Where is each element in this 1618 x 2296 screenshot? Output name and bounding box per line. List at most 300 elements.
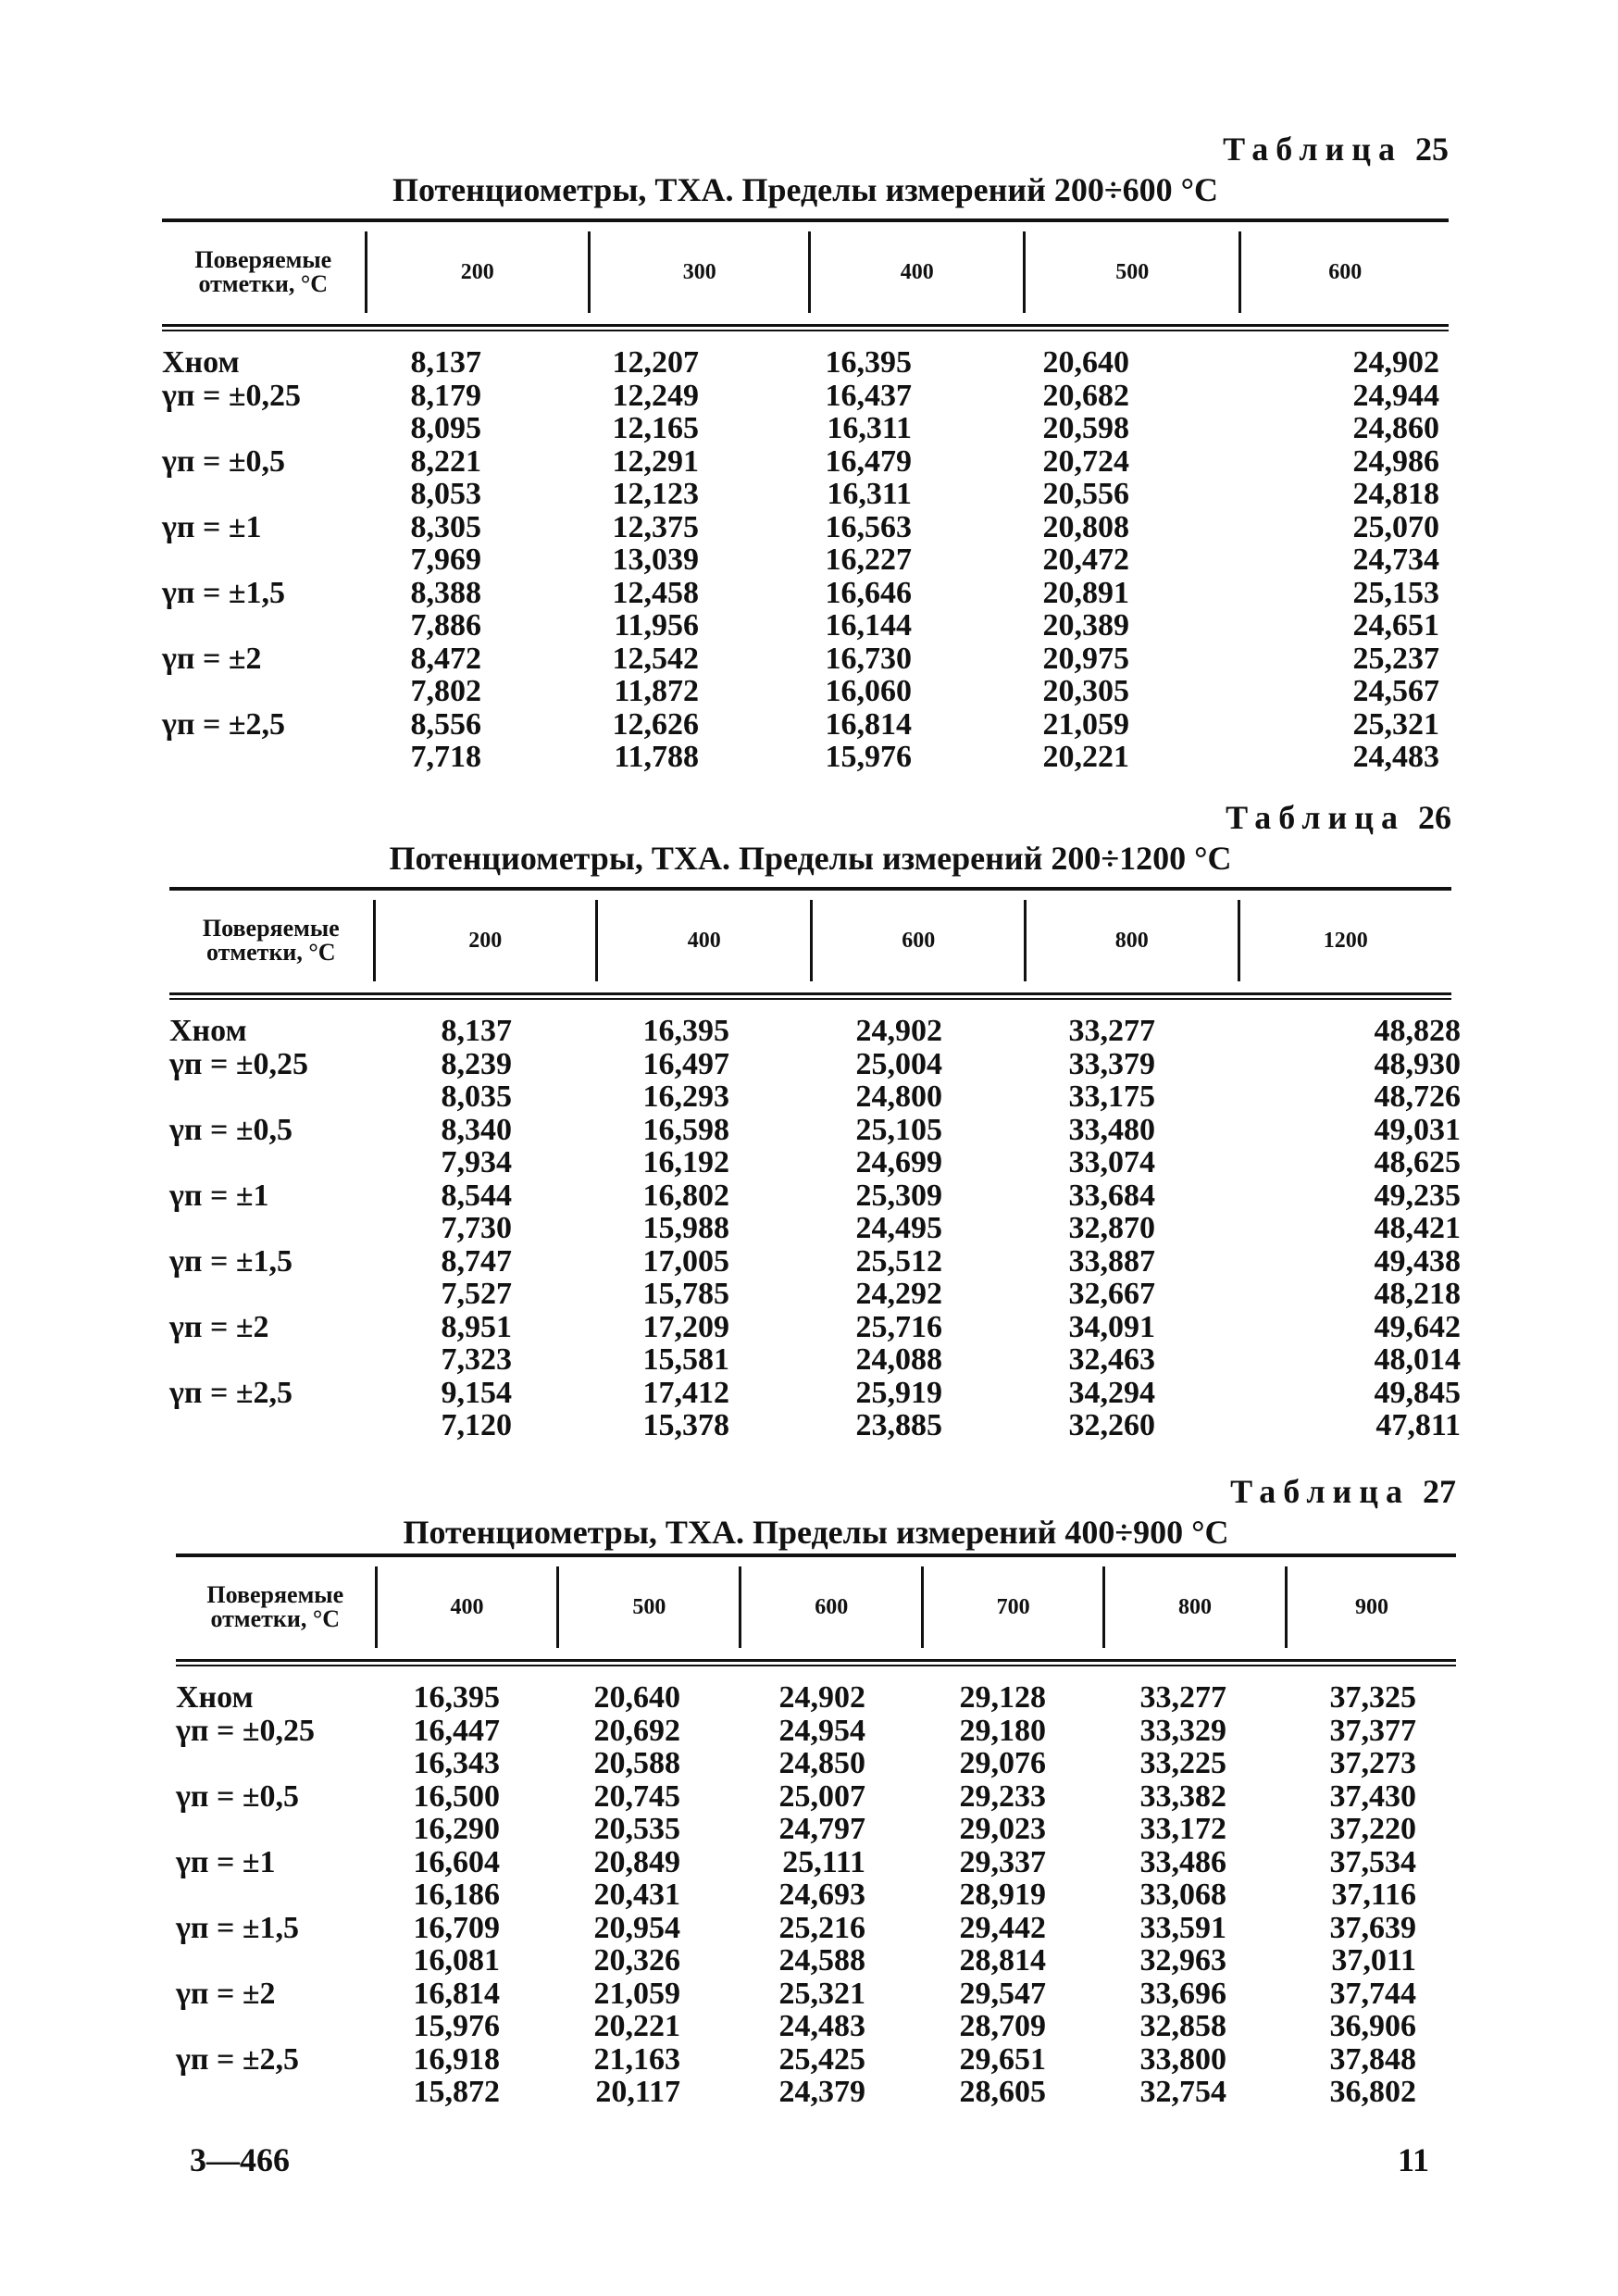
cell-value: 16,395 — [825, 345, 912, 380]
cell-value: 32,870 — [1068, 1211, 1155, 1245]
table-row — [162, 478, 1449, 511]
cell-value: 16,814 — [825, 706, 912, 742]
row-label: γп = ±2,5 — [176, 2041, 300, 2077]
cell-value: 36,802 — [1329, 2075, 1416, 2109]
row-label: γп = ±1 — [169, 1178, 269, 1213]
table-row — [162, 445, 1449, 479]
cell-value: 17,209 — [642, 1309, 729, 1344]
cell-value: 12,458 — [612, 575, 699, 610]
cell-value: 7,730 — [441, 1211, 512, 1245]
table-body — [162, 346, 1449, 774]
header-label-line: отметки, °С — [198, 270, 329, 297]
cell-value: 8,095 — [410, 411, 481, 445]
cell-value: 20,588 — [593, 1746, 680, 1780]
cell-value: 16,395 — [642, 1014, 729, 1048]
row-label: γп = ±0,25 — [176, 1713, 316, 1748]
cell-value: 33,480 — [1068, 1112, 1155, 1147]
cell-value: 16,343 — [413, 1746, 500, 1780]
cell-value: 20,640 — [1042, 345, 1129, 380]
cell-value: 7,934 — [441, 1145, 512, 1179]
cell-value: 36,906 — [1329, 2009, 1416, 2043]
cell-value: 29,547 — [959, 1976, 1046, 2011]
cell-value: 20,535 — [593, 1812, 680, 1846]
cell-value: 16,604 — [413, 1844, 500, 1879]
header-label — [162, 248, 365, 296]
cell-value: 28,919 — [959, 1878, 1046, 1912]
table-row — [162, 412, 1449, 445]
cell-value: 49,642 — [1374, 1309, 1461, 1344]
table-header — [176, 1554, 1456, 1657]
cell-value: 25,512 — [855, 1243, 942, 1279]
cell-value: 16,290 — [413, 1812, 500, 1846]
cell-value: 20,682 — [1042, 378, 1129, 413]
row-label: γп = ±2,5 — [169, 1375, 293, 1410]
cell-value: 25,716 — [855, 1309, 942, 1344]
table-row — [176, 1813, 1456, 1846]
cell-value: 33,486 — [1139, 1844, 1226, 1879]
cell-value: 24,818 — [1352, 477, 1439, 511]
cell-value: 25,321 — [778, 1976, 865, 2011]
cell-value: 33,225 — [1139, 1746, 1226, 1780]
cell-value: 15,785 — [642, 1277, 729, 1311]
cell-value: 24,734 — [1352, 543, 1439, 577]
cell-value: 20,975 — [1042, 641, 1129, 676]
table-row — [169, 1375, 1461, 1410]
table-header — [162, 218, 1449, 322]
table-row — [162, 511, 1449, 544]
table-row — [162, 577, 1449, 610]
cell-value: 25,309 — [855, 1178, 942, 1213]
cell-value: 48,218 — [1374, 1277, 1461, 1311]
cell-value: 15,872 — [413, 2075, 500, 2109]
row-label: γп = ±0,5 — [176, 1778, 300, 1814]
column-header: 200 — [365, 231, 588, 313]
cell-value: 16,311 — [827, 411, 912, 445]
cell-value: 16,918 — [413, 2041, 500, 2077]
cell-value: 29,337 — [959, 1844, 1046, 1879]
table-row — [176, 1978, 1456, 2011]
row-label: γп = ±0,5 — [169, 1112, 293, 1147]
cell-value: 16,144 — [825, 608, 912, 643]
cell-value: 15,378 — [642, 1408, 729, 1442]
cell-value: 8,388 — [410, 575, 481, 610]
cell-value: 20,117 — [595, 2075, 680, 2109]
table-row — [162, 643, 1449, 676]
cell-value: 34,091 — [1068, 1309, 1155, 1344]
cell-value: 24,483 — [1352, 740, 1439, 774]
row-label: γп = ±1,5 — [176, 1910, 300, 1945]
cell-value: 37,011 — [1331, 1943, 1416, 1978]
cell-value: 25,237 — [1352, 641, 1439, 676]
cell-value: 12,207 — [612, 345, 699, 380]
cell-value: 24,567 — [1352, 674, 1439, 708]
cell-value: 48,014 — [1374, 1342, 1461, 1377]
table-row — [169, 1243, 1461, 1279]
cell-value: 15,988 — [642, 1211, 729, 1245]
cell-value: 16,081 — [413, 1943, 500, 1978]
table-number: Таблица 25 — [1223, 131, 1449, 168]
cell-value: 20,724 — [1042, 443, 1129, 479]
cell-value: 33,379 — [1068, 1046, 1155, 1081]
table-header — [169, 887, 1451, 991]
cell-value: 20,640 — [593, 1680, 680, 1715]
row-label: γп = ±2 — [162, 641, 262, 676]
row-label: γп = ±2 — [176, 1976, 276, 2011]
table-row — [176, 1780, 1456, 1814]
cell-value: 20,305 — [1042, 674, 1129, 708]
header-label-line: отметки, °С — [210, 1605, 341, 1632]
cell-value: 37,220 — [1329, 1812, 1416, 1846]
header-label — [176, 1583, 375, 1631]
cell-value: 24,902 — [855, 1014, 942, 1048]
cell-value: 16,437 — [825, 378, 912, 413]
cell-value: 20,431 — [593, 1878, 680, 1912]
table-26 — [169, 798, 1461, 1460]
cell-value: 16,709 — [413, 1910, 500, 1945]
row-label: γп = ±0,5 — [162, 443, 286, 479]
cell-value: 16,227 — [825, 543, 912, 577]
cell-value: 29,180 — [959, 1713, 1046, 1748]
column-header: 1200 — [1238, 900, 1452, 981]
row-label: Xном — [169, 1014, 247, 1048]
cell-value: 20,692 — [593, 1713, 680, 1748]
table-row — [162, 543, 1449, 577]
table-row — [162, 708, 1449, 742]
cell-value: 25,070 — [1352, 509, 1439, 544]
column-header: 500 — [556, 1566, 739, 1648]
cell-value: 7,527 — [441, 1277, 512, 1311]
cell-value: 24,699 — [855, 1145, 942, 1179]
table-row — [176, 1878, 1456, 1912]
cell-value: 32,260 — [1068, 1408, 1155, 1442]
cell-value: 8,179 — [410, 378, 481, 413]
table-27 — [176, 1472, 1456, 2139]
cell-value: 8,053 — [410, 477, 481, 511]
column-header: 600 — [810, 900, 1024, 981]
cell-value: 32,463 — [1068, 1342, 1155, 1377]
column-header: 200 — [373, 900, 595, 981]
cell-value: 25,111 — [782, 1844, 865, 1879]
cell-value: 33,800 — [1139, 2041, 1226, 2077]
table-row — [169, 1178, 1461, 1213]
table-row — [169, 1309, 1461, 1344]
cell-value: 21,059 — [1042, 706, 1129, 742]
table-row — [176, 1944, 1456, 1978]
column-header: 900 — [1285, 1566, 1456, 1648]
table-row — [169, 1046, 1461, 1081]
table-row — [176, 1715, 1456, 1748]
table-row — [176, 1846, 1456, 1879]
cell-value: 29,233 — [959, 1778, 1046, 1814]
page-number: 11 — [1398, 2141, 1430, 2178]
cell-value: 49,845 — [1374, 1375, 1461, 1410]
row-label: γп = ±1,5 — [162, 575, 286, 610]
cell-value: 7,886 — [410, 608, 481, 643]
table-row — [162, 741, 1449, 774]
column-header: 400 — [375, 1566, 557, 1648]
row-label: γп = ±1,5 — [169, 1243, 293, 1279]
cell-value: 15,976 — [825, 740, 912, 774]
cell-value: 7,969 — [410, 543, 481, 577]
row-label: γп = ±0,25 — [169, 1046, 309, 1081]
cell-value: 8,544 — [441, 1178, 512, 1213]
cell-value: 48,726 — [1374, 1079, 1461, 1114]
cell-value: 33,696 — [1139, 1976, 1226, 2011]
table-row — [162, 609, 1449, 643]
table-body — [169, 1014, 1461, 1442]
cell-value: 37,116 — [1331, 1878, 1416, 1912]
cell-value: 20,389 — [1042, 608, 1129, 643]
table-row — [176, 1681, 1456, 1715]
header-label — [169, 917, 373, 965]
cell-value: 32,963 — [1139, 1943, 1226, 1978]
table-row — [169, 1277, 1461, 1311]
cell-value: 8,221 — [410, 443, 481, 479]
table-row — [176, 1912, 1456, 1945]
cell-value: 29,076 — [959, 1746, 1046, 1780]
table-row — [162, 675, 1449, 708]
cell-value: 29,442 — [959, 1910, 1046, 1945]
cell-value: 24,860 — [1352, 411, 1439, 445]
cell-value: 49,235 — [1374, 1178, 1461, 1213]
cell-value: 20,745 — [593, 1778, 680, 1814]
cell-value: 8,951 — [441, 1309, 512, 1344]
cell-value: 20,326 — [593, 1943, 680, 1978]
cell-value: 48,828 — [1374, 1014, 1461, 1048]
cell-value: 48,625 — [1374, 1145, 1461, 1179]
table-number: Таблица 27 — [1230, 1473, 1456, 1510]
cell-value: 16,479 — [825, 443, 912, 479]
column-header: 800 — [1102, 1566, 1285, 1648]
cell-value: 8,137 — [441, 1014, 512, 1048]
cell-value: 25,216 — [778, 1910, 865, 1945]
table-row — [169, 1079, 1461, 1114]
cell-value: 8,556 — [410, 706, 481, 742]
cell-value: 25,004 — [855, 1046, 942, 1081]
cell-value: 7,802 — [410, 674, 481, 708]
cell-value: 16,311 — [827, 477, 912, 511]
table-body — [176, 1681, 1456, 2109]
cell-value: 24,483 — [778, 2009, 865, 2043]
cell-value: 20,954 — [593, 1910, 680, 1945]
cell-value: 37,534 — [1329, 1844, 1416, 1879]
cell-value: 25,007 — [778, 1778, 865, 1814]
table-row — [176, 2076, 1456, 2109]
table-row — [176, 1747, 1456, 1780]
cell-value: 32,858 — [1139, 2009, 1226, 2043]
cell-value: 24,588 — [778, 1943, 865, 1978]
cell-value: 16,598 — [642, 1112, 729, 1147]
cell-value: 24,292 — [855, 1277, 942, 1311]
cell-value: 24,797 — [778, 1812, 865, 1846]
cell-value: 17,412 — [642, 1375, 729, 1410]
table-row — [169, 1211, 1461, 1245]
cell-value: 33,074 — [1068, 1145, 1155, 1179]
cell-value: 24,944 — [1352, 378, 1439, 413]
table-25 — [162, 130, 1449, 792]
cell-value: 25,321 — [1352, 706, 1439, 742]
cell-value: 25,105 — [855, 1112, 942, 1147]
cell-value: 24,693 — [778, 1878, 865, 1912]
cell-value: 12,542 — [612, 641, 699, 676]
table-row — [162, 346, 1449, 380]
cell-value: 24,902 — [778, 1680, 865, 1715]
cell-value: 48,421 — [1374, 1211, 1461, 1245]
cell-value: 16,186 — [413, 1878, 500, 1912]
cell-value: 20,221 — [593, 2009, 680, 2043]
table-row — [176, 2010, 1456, 2043]
cell-value: 8,035 — [441, 1079, 512, 1114]
cell-value: 12,375 — [612, 509, 699, 544]
cell-value: 37,377 — [1329, 1713, 1416, 1748]
cell-value: 12,291 — [612, 443, 699, 479]
cell-value: 28,814 — [959, 1943, 1046, 1978]
cell-value: 29,651 — [959, 2041, 1046, 2077]
column-header: 400 — [808, 231, 1023, 313]
cell-value: 15,581 — [642, 1342, 729, 1377]
row-label: γп = ±1 — [162, 509, 262, 544]
row-label: Xном — [176, 1680, 254, 1715]
cell-value: 24,850 — [778, 1746, 865, 1780]
row-label: γп = ±1 — [176, 1844, 276, 1879]
cell-value: 33,329 — [1139, 1713, 1226, 1748]
table-row — [169, 1112, 1461, 1147]
cell-value: 33,068 — [1139, 1878, 1226, 1912]
cell-value: 24,902 — [1352, 345, 1439, 380]
cell-value: 20,849 — [593, 1844, 680, 1879]
cell-value: 24,495 — [855, 1211, 942, 1245]
cell-value: 32,754 — [1139, 2075, 1226, 2109]
cell-value: 33,591 — [1139, 1910, 1226, 1945]
cell-value: 16,447 — [413, 1713, 500, 1748]
row-label: γп = ±0,25 — [162, 378, 302, 413]
cell-value: 37,273 — [1329, 1746, 1416, 1780]
cell-value: 16,802 — [642, 1178, 729, 1213]
cell-value: 8,137 — [410, 345, 481, 380]
cell-value: 7,718 — [410, 740, 481, 774]
table-title: Потенциометры, ТХА. Пределы измерений 200÷1200 °С — [389, 840, 1232, 877]
cell-value: 13,039 — [612, 543, 699, 577]
cell-value: 37,639 — [1329, 1910, 1416, 1945]
cell-value: 20,472 — [1042, 543, 1129, 577]
cell-value: 8,340 — [441, 1112, 512, 1147]
cell-value: 21,059 — [593, 1976, 680, 2011]
cell-value: 33,172 — [1139, 1812, 1226, 1846]
cell-value: 12,626 — [612, 706, 699, 742]
table-row — [169, 1145, 1461, 1179]
cell-value: 8,472 — [410, 641, 481, 676]
cell-value: 33,277 — [1139, 1680, 1226, 1715]
cell-value: 20,221 — [1042, 740, 1129, 774]
cell-value: 12,249 — [612, 378, 699, 413]
cell-value: 12,123 — [612, 477, 699, 511]
table-row — [169, 1014, 1461, 1048]
cell-value: 24,954 — [778, 1713, 865, 1748]
cell-value: 8,305 — [410, 509, 481, 544]
row-label: γп = ±2,5 — [162, 706, 286, 742]
cell-value: 37,744 — [1329, 1976, 1416, 2011]
table-number: Таблица 26 — [1226, 799, 1451, 836]
cell-value: 8,747 — [441, 1243, 512, 1279]
cell-value: 12,165 — [612, 411, 699, 445]
cell-value: 49,438 — [1374, 1243, 1461, 1279]
header-label-line: Поверяемые — [194, 246, 332, 273]
table-row — [162, 380, 1449, 413]
cell-value: 29,023 — [959, 1812, 1046, 1846]
cell-value: 33,684 — [1068, 1178, 1155, 1213]
cell-value: 33,175 — [1068, 1079, 1155, 1114]
cell-value: 33,382 — [1139, 1778, 1226, 1814]
cell-value: 25,919 — [855, 1375, 942, 1410]
header-label-line: Поверяемые — [202, 915, 340, 942]
cell-value: 33,277 — [1068, 1014, 1155, 1048]
cell-value: 16,500 — [413, 1778, 500, 1814]
cell-value: 15,976 — [413, 2009, 500, 2043]
table-row — [176, 2043, 1456, 2077]
cell-value: 16,060 — [825, 674, 912, 708]
cell-value: 24,986 — [1352, 443, 1439, 479]
cell-value: 24,088 — [855, 1342, 942, 1377]
cell-value: 37,848 — [1329, 2041, 1416, 2077]
table-title: Потенциометры, ТХА. Пределы измерений 400÷900 °С — [403, 1514, 1229, 1551]
cell-value: 23,885 — [855, 1408, 942, 1442]
cell-value: 20,598 — [1042, 411, 1129, 445]
cell-value: 37,325 — [1329, 1680, 1416, 1715]
cell-value: 16,293 — [642, 1079, 729, 1114]
column-header: 600 — [739, 1566, 921, 1648]
column-header: 800 — [1024, 900, 1238, 981]
cell-value: 29,128 — [959, 1680, 1046, 1715]
cell-value: 24,651 — [1352, 608, 1439, 643]
cell-value: 11,788 — [614, 740, 699, 774]
column-header: 300 — [588, 231, 808, 313]
cell-value: 7,323 — [441, 1342, 512, 1377]
cell-value: 20,808 — [1042, 509, 1129, 544]
cell-value: 24,800 — [855, 1079, 942, 1114]
cell-value: 25,425 — [778, 2041, 865, 2077]
cell-value: 16,646 — [825, 575, 912, 610]
cell-value: 7,120 — [441, 1408, 512, 1442]
cell-value: 48,930 — [1374, 1046, 1461, 1081]
cell-value: 20,556 — [1042, 477, 1129, 511]
cell-value: 16,395 — [413, 1680, 500, 1715]
cell-value: 17,005 — [642, 1243, 729, 1279]
cell-value: 25,153 — [1352, 575, 1439, 610]
cell-value: 16,497 — [642, 1046, 729, 1081]
column-header: 600 — [1238, 231, 1449, 313]
cell-value: 11,956 — [614, 608, 699, 643]
row-label: γп = ±2 — [169, 1309, 269, 1344]
table-row — [169, 1342, 1461, 1377]
cell-value: 49,031 — [1374, 1112, 1461, 1147]
header-label-line: отметки, °С — [206, 939, 336, 966]
cell-value: 28,709 — [959, 2009, 1046, 2043]
cell-value: 24,379 — [778, 2075, 865, 2109]
cell-value: 11,872 — [614, 674, 699, 708]
cell-value: 16,192 — [642, 1145, 729, 1179]
footer-code: 3—466 — [190, 2141, 290, 2178]
cell-value: 47,811 — [1375, 1408, 1461, 1442]
column-header: 500 — [1023, 231, 1238, 313]
cell-value: 34,294 — [1068, 1375, 1155, 1410]
cell-value: 8,239 — [441, 1046, 512, 1081]
column-header: 400 — [595, 900, 810, 981]
header-label-line: Поверяемые — [206, 1581, 344, 1608]
cell-value: 32,667 — [1068, 1277, 1155, 1311]
cell-value: 16,730 — [825, 641, 912, 676]
cell-value: 20,891 — [1042, 575, 1129, 610]
cell-value: 37,430 — [1329, 1778, 1416, 1814]
